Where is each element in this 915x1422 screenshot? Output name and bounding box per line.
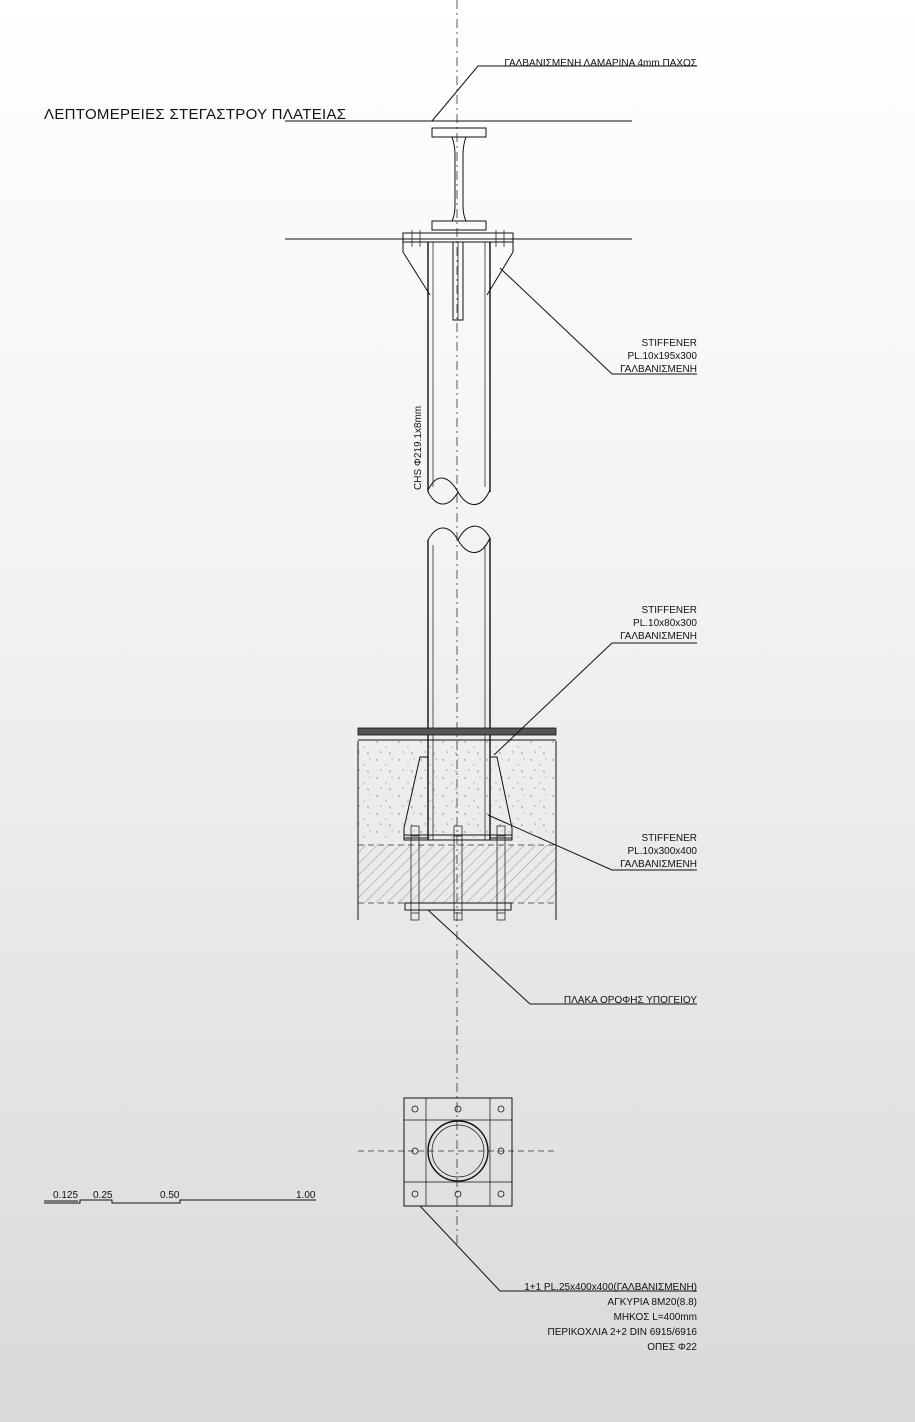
label-roof-sheet: ΓΑΛΒΑΝΙΣΜΕΝΗ ΛΑΜΑΡΙΝΑ 4mm ΠΑΧΟΣ <box>504 58 697 69</box>
label-stiffener-top-3: ΓΑΛΒΑΝΙΣΜΕΝΗ <box>620 364 697 375</box>
scale-tick-025: 0.25 <box>93 1190 113 1201</box>
leader-lines <box>420 66 697 1291</box>
label-base-plate-4: ΠΕΡΙΚΟΧΛΙΑ 2+2 DIN 6915/6916 <box>547 1327 697 1338</box>
slab-hatch <box>358 845 556 903</box>
label-stiffener-mid-3: ΓΑΛΒΑΝΙΣΜΕΝΗ <box>620 631 697 642</box>
label-base-plate-3: ΜΗΚΟΣ L=400mm <box>613 1312 697 1323</box>
base-plate-plan <box>358 1098 556 1206</box>
label-stiffener-base-3: ΓΑΛΒΑΝΙΣΜΕΝΗ <box>620 859 697 870</box>
scale-tick-0125: 0.125 <box>53 1190 79 1201</box>
floor-finish <box>358 728 556 740</box>
i-beam <box>432 128 486 230</box>
label-column: CHS Φ219.1x8mm <box>413 405 424 490</box>
label-slab: ΠΛΑΚΑ ΟΡΟΦΗΣ ΥΠΟΓΕΙΟΥ <box>563 995 697 1006</box>
scale-tick-050: 0.50 <box>160 1190 180 1201</box>
scale-bar <box>44 1190 316 1203</box>
label-base-plate-1: 1+1 PL.25x400x400(ΓΑΛΒΑΝΙΣΜΕΝΗ) <box>524 1282 697 1293</box>
label-stiffener-mid-1: STIFFENER <box>641 605 697 616</box>
label-stiffener-top-2: PL.10x195x300 <box>627 351 697 362</box>
scale-tick-100: 1.00 <box>296 1190 316 1201</box>
column-head <box>403 230 513 320</box>
label-base-plate-5: ΟΠΕΣ Φ22 <box>647 1342 697 1353</box>
label-stiffener-base-2: PL.10x300x400 <box>627 846 697 857</box>
drawing-title: ΛΕΠΤΟΜΕΡΕΙΕΣ ΣΤΕΓΑΣΤΡΟΥ ΠΛΑΤΕΙΑΣ <box>44 106 347 123</box>
column-upper <box>428 242 490 505</box>
label-base-plate-2: ΑΓΚΥΡΙΑ 8M20(8.8) <box>607 1297 697 1308</box>
label-stiffener-base-1: STIFFENER <box>641 833 697 844</box>
label-stiffener-mid-2: PL.10x80x300 <box>633 618 697 629</box>
label-stiffener-top-1: STIFFENER <box>641 338 697 349</box>
